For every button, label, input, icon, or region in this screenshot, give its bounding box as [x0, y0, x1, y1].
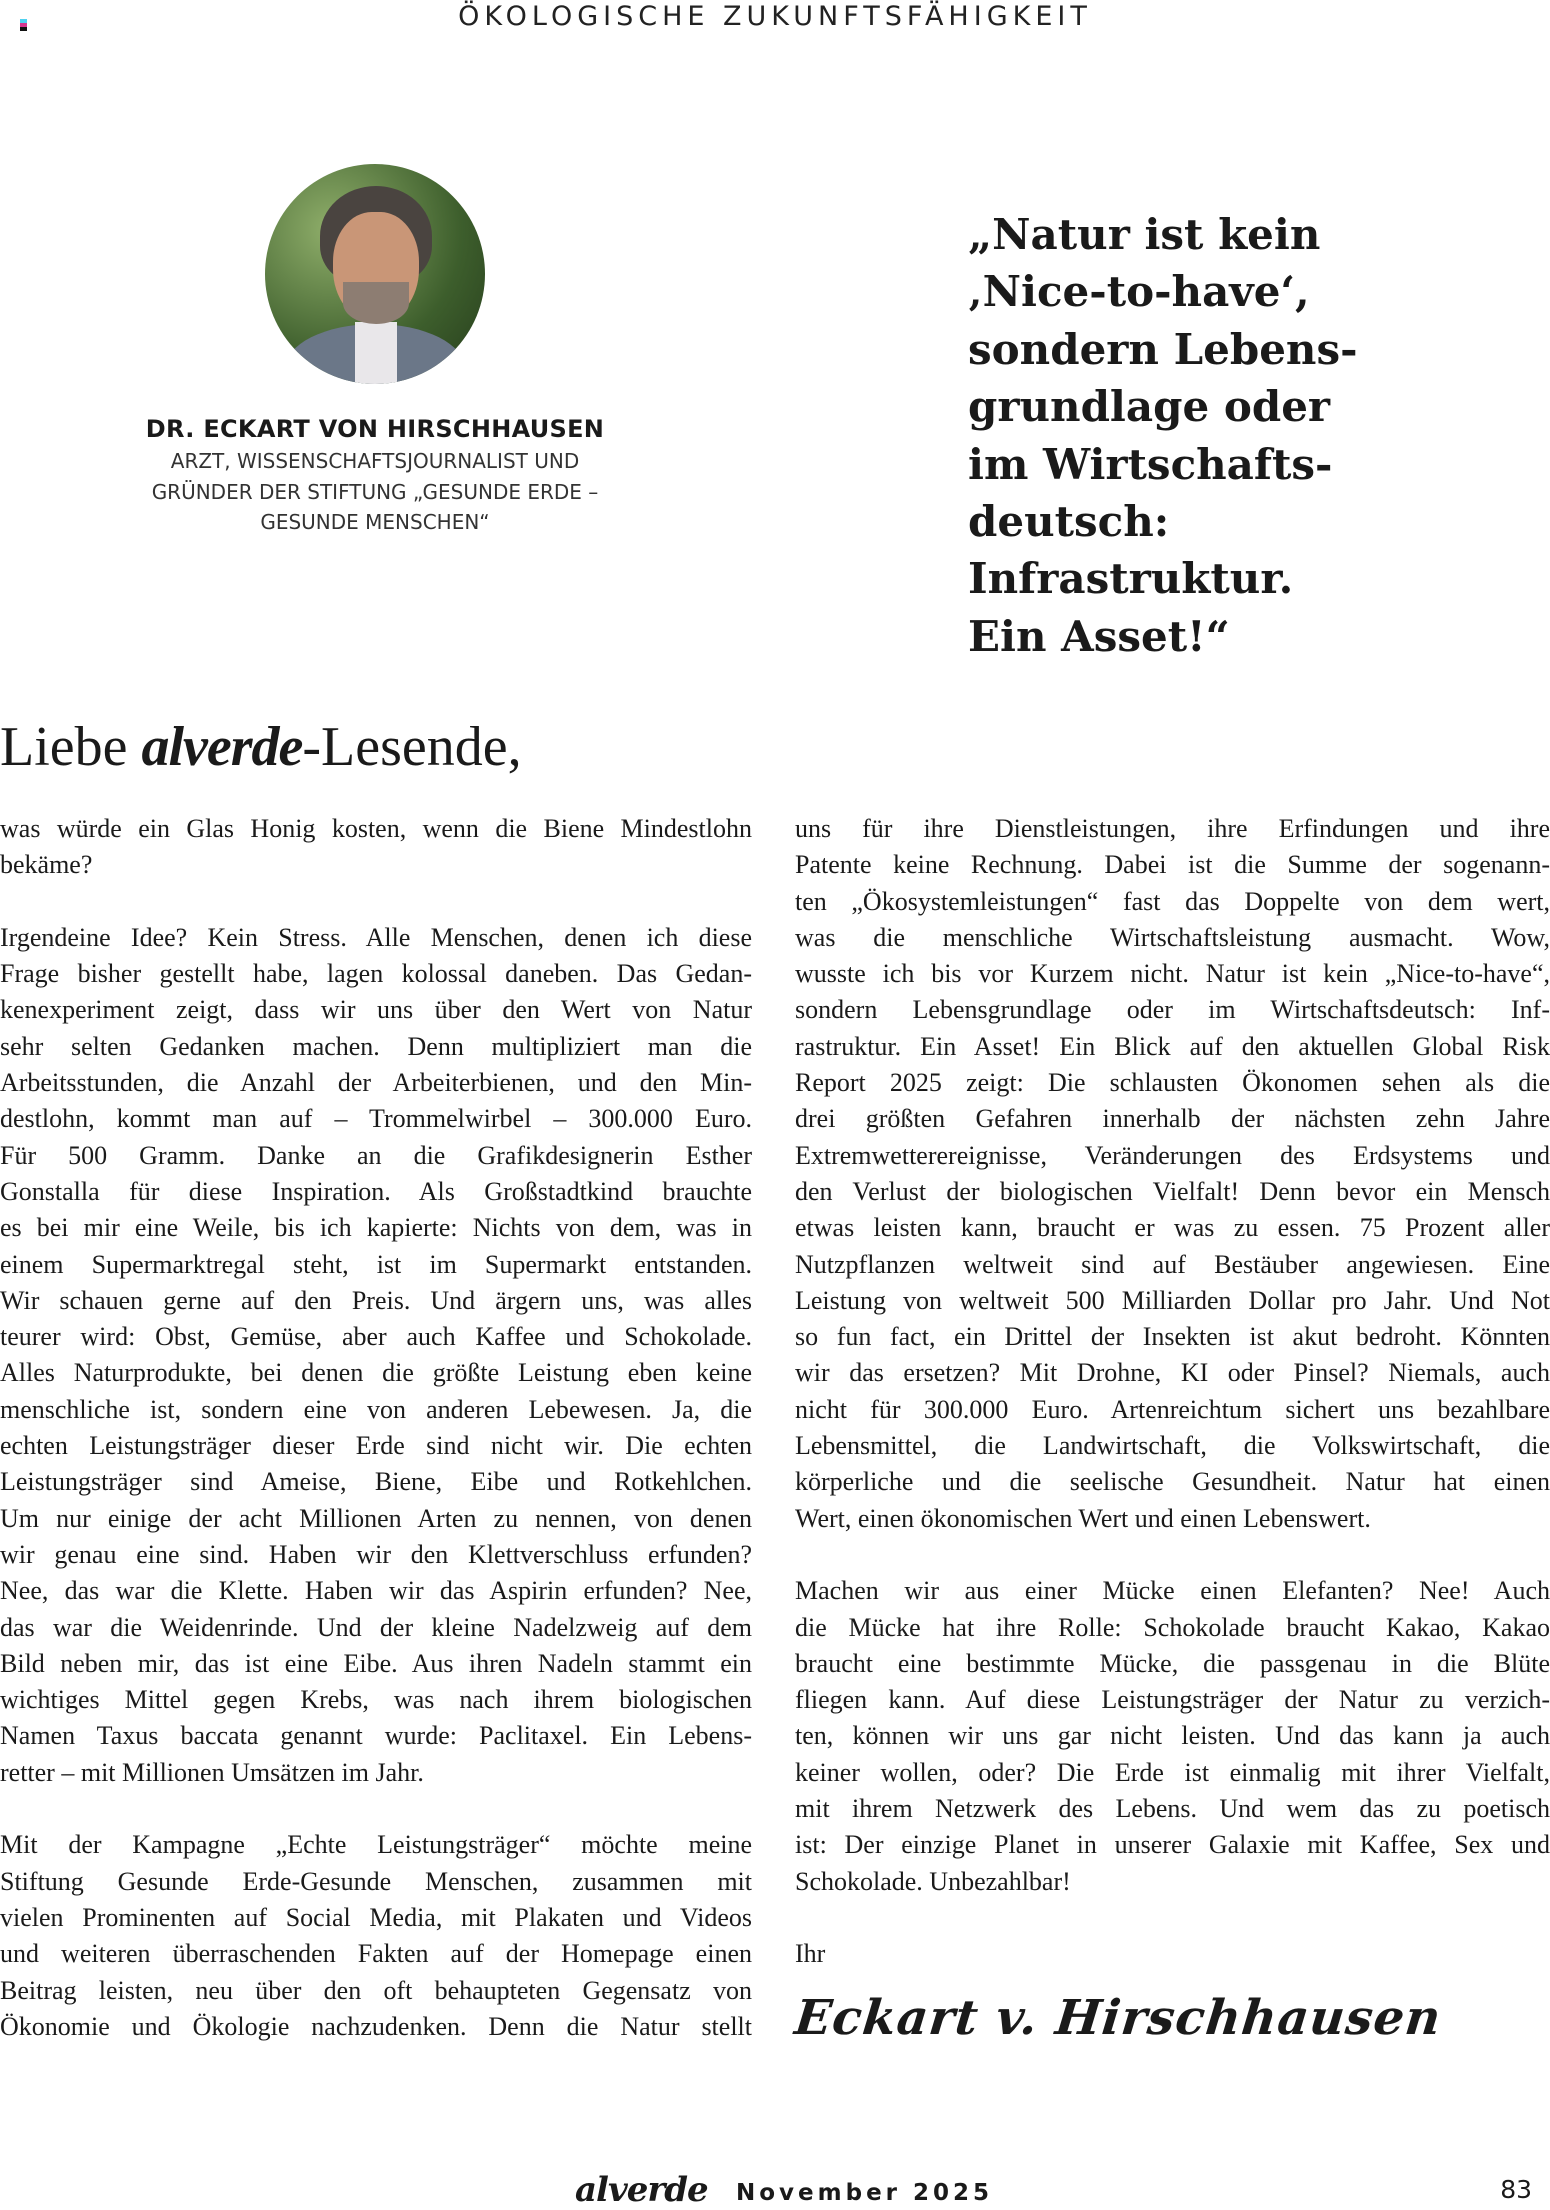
text-line: Report 2025 zeigt: Die schlausten Ökonomen sehen als die [795, 1068, 1550, 1098]
salutation-suffix: -Lesende, [302, 716, 522, 778]
text-line: was die menschliche Wirtschaftsleistung ausmacht. Wow, [795, 922, 1550, 952]
text-line: Leistungsträger sind Ameise, Biene, Eibe und Rotkehlchen. [0, 1467, 752, 1497]
brand-name: alverde [141, 716, 303, 778]
author-name: DR. ECKART VON HIRSCHHAUSEN [145, 415, 605, 443]
text-line: Stiftung Gesunde Erde-Gesunde Menschen, zusammen mit [0, 1866, 752, 1896]
text-line: Namen Taxus baccata genannt wurde: Paclitaxel. Ein Lebens- [0, 1721, 752, 1751]
text-line: Leistung von weltweit 500 Milliarden Dollar pro Jahr. Und Not [795, 1285, 1550, 1315]
text-line: bekäme? [0, 850, 93, 880]
text-line: keiner wollen, oder? Die Erde ist einmalig mit ihrer Vielfalt, [795, 1757, 1550, 1787]
paragraph [0, 811, 752, 884]
author-role-line: ARZT, WISSENSCHAFTSJOURNALIST UND [170, 449, 580, 473]
author-caption [120, 412, 630, 538]
text-line: wichtiges Mittel gegen Krebs, was nach ihrem biologischen [0, 1685, 752, 1715]
text-line: etwas leisten kann, braucht er was zu essen. 75 Prozent aller [795, 1213, 1550, 1243]
text-line: ist: Der einzige Planet in unserer Galaxie mit Kaffee, Sex und [795, 1830, 1550, 1860]
text-line: wusste ich bis vor Kurzem nicht. Natur ist kein „Nice-to-have“, [795, 959, 1550, 989]
quote-line: Infrastruktur. [968, 554, 1294, 604]
text-line: ten „Ökosystemleistungen“ fast das Doppelte von dem wert, [795, 886, 1550, 916]
text-line: Extremwetterereignisse, Veränderungen des Erdsystems und [795, 1140, 1550, 1170]
paragraph [795, 1573, 1550, 1900]
text-line: Nee, das war die Klette. Haben wir das Aspirin erfunden? Nee, [0, 1576, 752, 1606]
author-portrait [265, 164, 485, 384]
text-line: kenexperiment zeigt, dass wir uns über den Wert von Natur [0, 995, 752, 1025]
text-line: die Mücke hat ihre Rolle: Schokolade braucht Kakao, Kakao [795, 1612, 1550, 1642]
text-line: Bild neben mir, das ist eine Eibe. Aus ihren Nadeln stammt ein [0, 1648, 752, 1678]
quote-line: grundlage oder [968, 382, 1331, 432]
text-line: nicht für 300.000 Euro. Artenreichtum sichert uns bezahlbare [795, 1394, 1550, 1424]
text-line: Wir schauen gerne auf den Preis. Und ärgern uns, was alles [0, 1285, 752, 1315]
text-line: das war die Weidenrinde. Und der kleine Nadelzweig auf dem [0, 1612, 752, 1642]
body-column-right [795, 811, 1550, 1973]
text-line: rastruktur. Ein Asset! Ein Blick auf den aktuellen Global Risk [795, 1031, 1550, 1061]
text-line: den Verlust der biologischen Vielfalt! Denn bevor ein Mensch [795, 1176, 1550, 1206]
text-line: Schokolade. Unbezahlbar! [795, 1866, 1071, 1896]
paragraph-gap [795, 1900, 1550, 1936]
text-line: wir das ersetzen? Mit Drohne, KI oder Pinsel? Niemals, auch [795, 1358, 1550, 1388]
section-title: ÖKOLOGISCHE ZUKUNFTSFÄHIGKEIT [458, 1, 1092, 32]
quote-line: deutsch: [968, 497, 1170, 547]
text-line: Beitrag leisten, neu über den oft behaupteten Gegensatz von [0, 1975, 752, 2005]
footer-logo: alverde [575, 2170, 708, 2210]
text-line: was würde ein Glas Honig kosten, wenn die Biene Mindestlohn [0, 814, 752, 843]
text-line: fliegen kann. Auf diese Leistungsträger der Natur zu verzich- [795, 1685, 1550, 1715]
text-line: mit ihrem Netzwerk des Lebens. Und wem das zu poetisch [795, 1794, 1550, 1824]
paragraph-gap [0, 884, 752, 920]
text-line: Wert, einen ökonomischen Wert und einen Lebenswert. [795, 1503, 1371, 1533]
pull-quote [968, 206, 1358, 665]
text-line: drei größten Gefahren innerhalb der nächsten zehn Jahre [795, 1104, 1550, 1134]
text-line: teurer wird: Obst, Gemüse, aber auch Kaffee und Schokolade. [0, 1322, 752, 1352]
text-line: ten, können wir uns gar nicht leisten. Und das kann ja auch [795, 1721, 1550, 1751]
quote-line: Ein Asset!“ [968, 611, 1230, 661]
text-line: Frage bisher gestellt habe, lagen kolossal daneben. Das Gedan- [0, 959, 752, 989]
text-line: Für 500 Gramm. Danke an die Grafikdesignerin Esther [0, 1140, 752, 1170]
text-line: so fun fact, ein Drittel der Insekten ist akut bedroht. Könnten [795, 1322, 1550, 1352]
text-line: sehr selten Gedanken machen. Denn multipliziert man die [0, 1031, 752, 1061]
text-line: Ökonomie und Ökologie nachzudenken. Denn die Natur stellt [0, 2011, 752, 2041]
text-line: Mit der Kampagne „Echte Leistungsträger“ möchte meine [0, 1830, 752, 1860]
text-line: Patente keine Rechnung. Dabei ist die Summe der sogenann- [795, 850, 1550, 880]
paragraph [0, 1827, 752, 2045]
text-line: körperliche und die seelische Gesundheit. Natur hat einen [795, 1467, 1550, 1497]
text-line: einem Supermarktregal steht, ist im Supermarkt entstanden. [0, 1249, 752, 1279]
quote-line: im Wirtschafts- [968, 439, 1333, 489]
text-line: vielen Prominenten auf Social Media, mit Plakaten und Videos [0, 1902, 752, 1932]
text-line: braucht eine bestimmte Mücke, die passgenau in die Blüte [795, 1648, 1550, 1678]
text-line: Nutzpflanzen weltweit sind auf Bestäuber angewiesen. Eine [795, 1249, 1550, 1279]
text-line: Machen wir aus einer Mücke einen Elefanten? Nee! Auch [795, 1576, 1550, 1606]
paragraph-gap [795, 1537, 1550, 1573]
page-number: 83 [1500, 2175, 1532, 2204]
text-line: Arbeitsstunden, die Anzahl der Arbeiterbienen, und den Min- [0, 1068, 752, 1098]
text-line: sondern Lebensgrundlage oder im Wirtschaftsdeutsch: Inf- [795, 995, 1550, 1025]
text-line: Ihr [795, 1939, 826, 1969]
body-column-left [0, 811, 752, 2045]
text-line: menschliche ist, sondern eine von anderen Lebewesen. Ja, die [0, 1394, 752, 1424]
text-line: Irgendeine Idee? Kein Stress. Alle Menschen, denen ich diese [0, 922, 752, 952]
quote-line: sondern Lebens- [968, 324, 1358, 374]
text-line: retter – mit Millionen Umsätzen im Jahr. [0, 1757, 424, 1787]
text-line: Lebensmittel, die Landwirtschaft, die Volkswirtschaft, die [795, 1431, 1550, 1461]
salutation-heading [0, 712, 522, 782]
footer-issue: November 2025 [736, 2180, 994, 2206]
text-line: uns für ihre Dienstleistungen, ihre Erfindungen und ihre [795, 814, 1550, 843]
text-line: Gonstalla für diese Inspiration. Als Großstadtkind brauchte [0, 1176, 752, 1206]
text-line: echten Leistungsträger dieser Erde sind nicht wir. Die echten [0, 1431, 752, 1461]
paragraph-gap [0, 1791, 752, 1827]
salutation-prefix: Liebe [0, 716, 142, 778]
text-line: wir genau eine sind. Haben wir den Klettverschluss erfunden? [0, 1539, 752, 1569]
author-role-line: GESUNDE MENSCHEN“ [260, 510, 490, 534]
author-role-line: GRÜNDER DER STIFTUNG „GESUNDE ERDE – [151, 479, 599, 504]
text-line: Um nur einige der acht Millionen Arten zu nennen, von denen [0, 1503, 752, 1533]
quote-line: ‚Nice-to-have‘, [968, 267, 1310, 317]
paragraph [795, 811, 1550, 1537]
text-line: es bei mir eine Weile, bis ich kapierte: Nichts von dem, was in [0, 1213, 752, 1243]
text-line: destlohn, kommt man auf – Trommelwirbel – 300.000 Euro. [0, 1104, 752, 1134]
signature: Eckart v. Hirschhausen [792, 1990, 1445, 2046]
quote-line: „Natur ist kein [968, 210, 1321, 259]
paragraph [0, 920, 752, 1791]
paragraph [795, 1936, 1550, 1972]
text-line: Alles Naturprodukte, bei denen die größte Leistung eben keine [0, 1358, 752, 1388]
text-line: und weiteren überraschenden Fakten auf der Homepage einen [0, 1939, 752, 1969]
